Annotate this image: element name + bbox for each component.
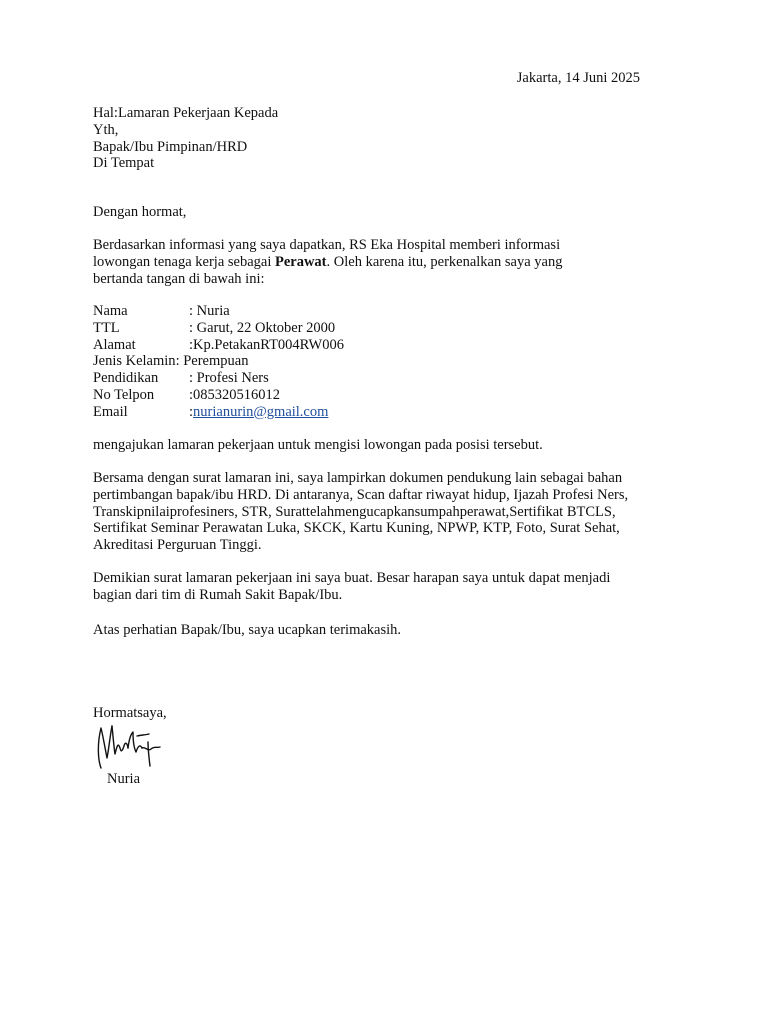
detail-value [189,404,683,421]
detail-row-jenis-kelamin [93,353,683,370]
place-line: Di Tempat [93,155,155,172]
detail-value: : Perempuan [175,353,249,370]
subject-line: Hal:Lamaran Pekerjaan Kepada [93,105,279,121]
detail-row-pendidikan [93,370,683,387]
signer-name: Nuria [107,771,141,787]
email-colon: : [189,403,194,420]
intro-line-3: bertanda tangan di bawah ini: [93,270,265,287]
intro-paragraph [93,237,683,287]
intro-line-2-start: lowongan tenaga kerja sebagai [93,253,275,270]
attachments-line: Akreditasi Perguruan Tinggi. [93,537,262,554]
detail-label: No Telpon [93,386,155,403]
detail-value: : Profesi Ners [189,370,269,387]
detail-label: Nama [93,303,128,319]
position-title: Perawat [274,253,327,270]
detail-value: : Nuria [189,303,230,319]
detail-row-nama [93,303,683,320]
closing-line: bagian dari tim di Rumah Sakit Bapak/Ibu. [93,586,343,603]
intro-line-1: Berdasarkan informasi yang saya dapatkan, RS Eka Hospital memberi informasi [93,237,561,253]
detail-value: : Garut, 22 Oktober 2000 [189,319,336,336]
detail-value: :085320516012 [189,386,281,403]
detail-row-email [93,404,683,421]
yth-line: Yth, [93,121,119,138]
detail-row-alamat [93,337,683,354]
closing-line: Demikian surat lamaran pekerjaan ini saya buat. Besar harapan saya untuk dapat menjadi [93,570,611,586]
thanks-line: Atas perhatian Bapak/Ibu, saya ucapkan terimakasih. [93,622,402,638]
detail-label: Pendidikan [93,370,159,387]
detail-label: Jenis Kelamin [93,353,176,370]
greeting: Dengan hormat, [93,204,187,220]
detail-label: TTL [93,319,120,336]
detail-label: Email [93,403,128,420]
attachments-paragraph [93,470,683,554]
attachments-line: pertimbangan bapak/ibu HRD. Di antaranya, Scan daftar riwayat hidup, Ijazah Profesi Ners, [93,486,629,503]
regards-line: Hormatsaya, [93,705,167,721]
handwritten-signature [93,722,163,772]
intro-line-2-end: . Oleh karena itu, perkenalkan saya yang [326,253,563,270]
detail-row-ttl [93,320,683,337]
letter-header [93,105,683,172]
letter-date: Jakarta, 14 Juni 2025 [516,70,640,86]
attachments-line: Transkipnilaiprofesiners, STR, Surattelahmengucapkansumpahperawat,Sertifikat BTCLS, [93,503,616,520]
closing-paragraph [93,570,683,604]
attachments-line: Sertifikat Seminar Perawatan Luka, SKCK, Kartu Kuning, NPWP, KTP, Foto, Surat Sehat, [93,520,620,537]
apply-line: mengajukan lamaran pekerjaan untuk mengisi lowongan pada posisi tersebut. [93,437,543,453]
attachments-line: Bersama dengan surat lamaran ini, saya lampirkan dokumen pendukung lain sebagai bahan [93,470,623,486]
detail-row-no-telpon [93,387,683,404]
applicant-details [93,303,683,421]
detail-value: :Kp.PetakanRT004RW006 [189,336,344,353]
recipient-line: Bapak/Ibu Pimpinan/HRD [93,138,248,155]
detail-label: Alamat [93,336,136,353]
intro-line-2 [93,254,683,271]
email-link[interactable]: nurianurin@gmail.com [193,403,329,420]
